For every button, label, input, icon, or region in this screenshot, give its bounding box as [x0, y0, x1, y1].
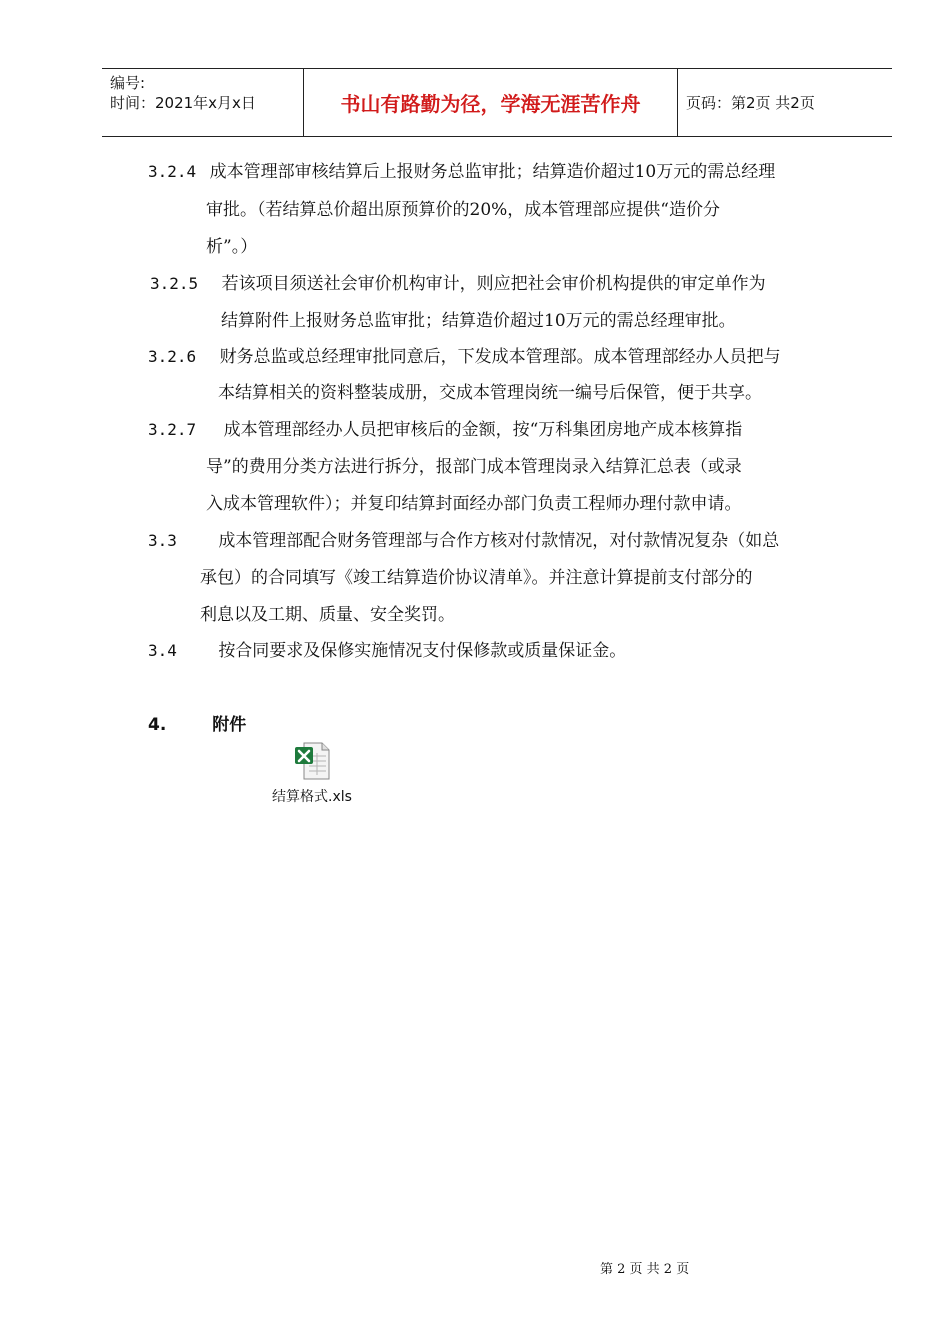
para-3-2-4-line-2: 审批。（若结算总价超出原预算价的20%，成本管理部应提供“造价分 — [206, 200, 720, 220]
header-time: 时间：2021年x月x日 — [110, 94, 256, 112]
clause-number: 3.2.7 — [148, 420, 197, 439]
para-3-2-5-line-1: 3.2.5 若该项目须送社会审价机构审计，则应把社会审价机构提供的审定单作为 — [150, 274, 766, 294]
section-4-heading — [148, 710, 246, 735]
header-code: 编号: — [110, 74, 146, 92]
para-3-2-4-line-3: 析”。） — [206, 237, 258, 257]
clause-number: 3.4 — [148, 641, 177, 660]
para-3-3-line-2: 承包）的合同填写《竣工结算造价协议清单》。并注意计算提前支付部分的 — [200, 568, 753, 588]
clause-number: 3.2.5 — [150, 274, 199, 293]
para-3-2-7-line-2: 导”的费用分类方法进行拆分，报部门成本管理岗录入结算汇总表（或录 — [206, 457, 742, 477]
para-3-2-5-line-2: 结算附件上报财务总监审批；结算造价超过10万元的需总经理审批。 — [221, 311, 736, 331]
excel-file-icon — [292, 742, 332, 780]
header-meta — [102, 69, 304, 136]
clause-number: 3.2.6 — [148, 347, 197, 366]
para-3-2-7-line-3: 入成本管理软件）；并复印结算封面经办部门负责工程师办理付款申请。 — [206, 494, 742, 514]
para-3-2-7-line-1: 3.2.7 成本管理部经办人员把审核后的金额，按“万科集团房地产成本核算指 — [148, 420, 743, 440]
para-3-2-4-line-1: 3.2.4 成本管理部审核结算后上报财务总监审批；结算造价超过10万元的需总经理 — [148, 162, 776, 182]
para-3-3-line-3: 利息以及工期、质量、安全奖罚。 — [200, 605, 455, 625]
para-3-2-6-line-2: 本结算相关的资料整装成册，交成本管理岗统一编号后保管，便于共享。 — [218, 383, 762, 403]
para-3-2-6-line-1: 3.2.6 财务总监或总经理审批同意后，下发成本管理部。成本管理部经办人员把与 — [148, 347, 781, 367]
attachment-file[interactable] — [262, 742, 362, 806]
page-header — [102, 68, 892, 137]
header-page: 页码：第2页 共2页 — [686, 94, 815, 112]
page-footer: 第 2 页 共 2 页 — [600, 1262, 690, 1277]
header-motto: 书山有路勤为径，学海无涯苦作舟 — [304, 69, 678, 136]
clause-number: 3.2.4 — [148, 162, 197, 181]
para-3-3-line-1: 3.3 成本管理部配合财务管理部与合作方核对付款情况，对付款情况复杂（如总 — [148, 531, 780, 551]
attachment-filename[interactable]: 结算格式.xls — [272, 789, 352, 805]
section-title: 附件 — [212, 715, 247, 735]
section-number: 4. — [148, 715, 167, 735]
clause-number: 3.3 — [148, 531, 177, 550]
para-3-4-line-1: 3.4 按合同要求及保修实施情况支付保修款或质量保证金。 — [148, 641, 627, 661]
